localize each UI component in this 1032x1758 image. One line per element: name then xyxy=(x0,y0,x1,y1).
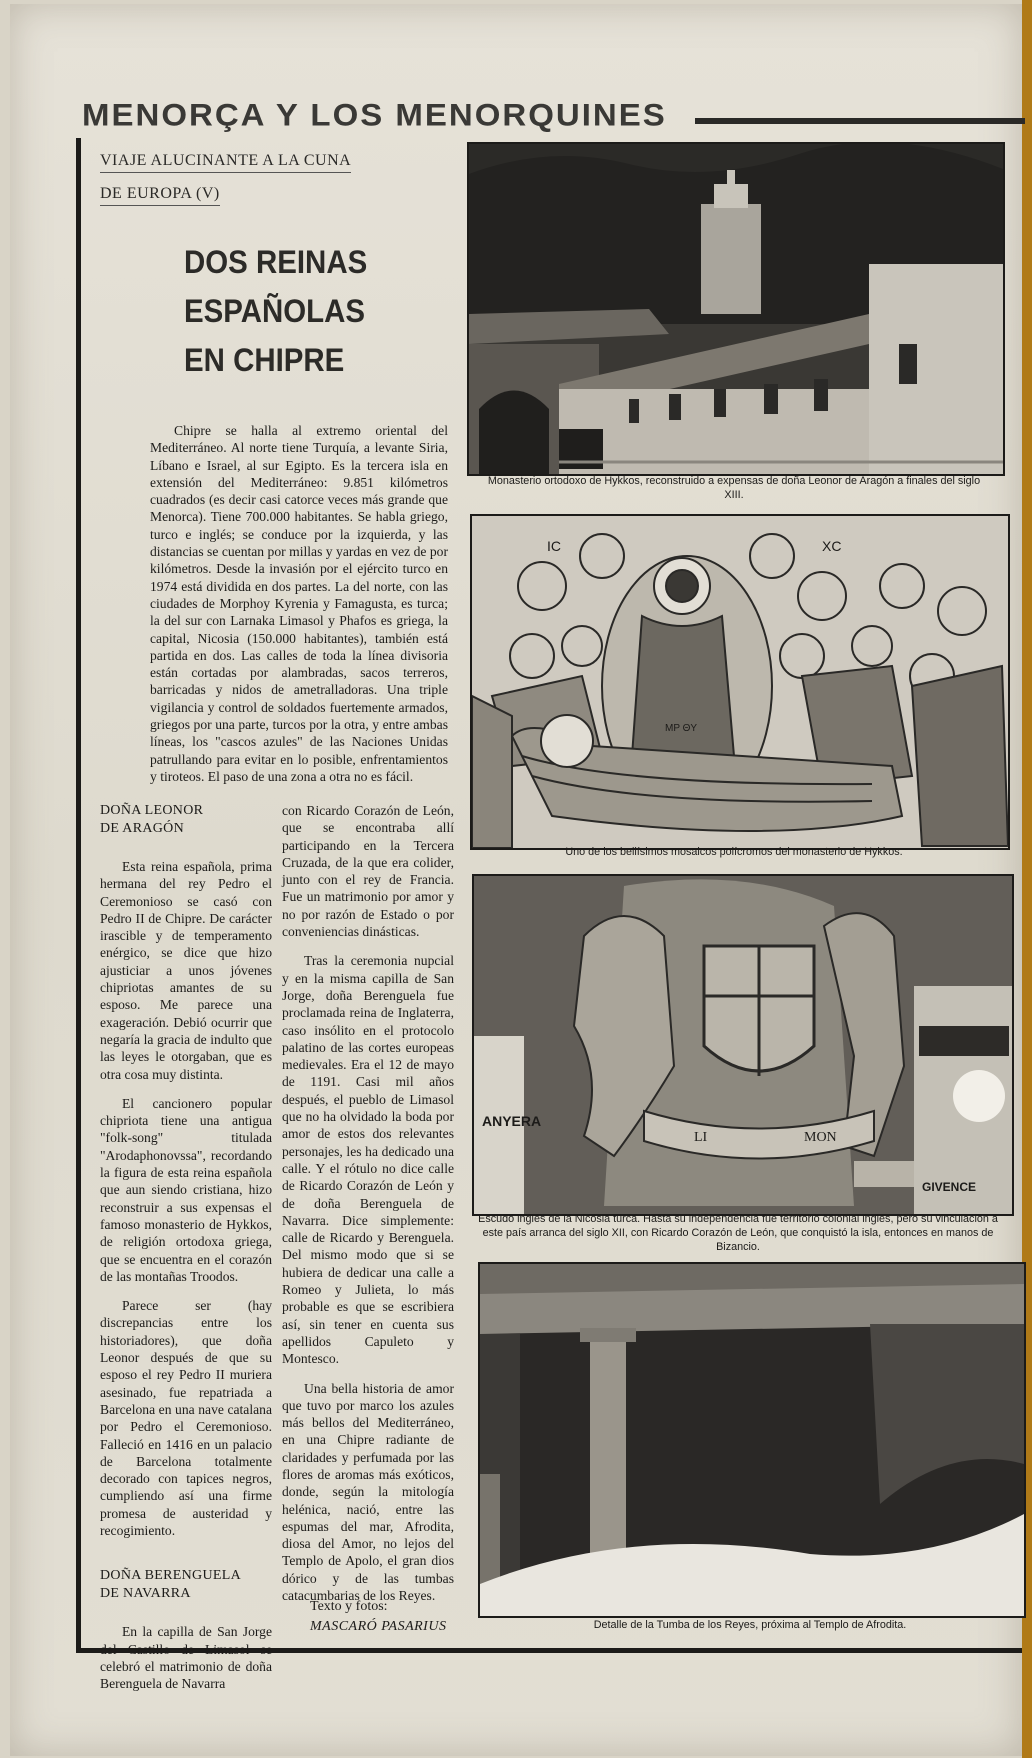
mosaic-photo xyxy=(470,514,1010,850)
mosaic-illustration xyxy=(472,516,1008,848)
monastery-photo xyxy=(467,142,1005,476)
crest-photo xyxy=(472,874,1014,1216)
col1-paragraph-3: Parece ser (hay discrepancias entre los historiadores), que doña Leonor después de que su esposo el rey Pedro II muriera asesinado, fue repatriada a Barcelona en una nave catalana por Pedro el Ceremonioso. Falleció en 1416 en un palacio de Barcelona totalmente decorado con tapices negros, cumpliendo así una firme promesa de austeridad y recogimiento. xyxy=(100,1298,272,1538)
credit-label: Texto y fotos: xyxy=(310,1599,388,1614)
subhead-berenguela-line-1: DOÑA BERENGUELA xyxy=(100,1568,241,1584)
mosaic-ic: IC xyxy=(547,538,561,554)
crest-illustration xyxy=(474,876,1012,1214)
subhead-berenguela xyxy=(100,1567,272,1603)
credit-author: MASCARÓ PASARIUS xyxy=(310,1619,447,1634)
section-title: MENORÇA Y LOS MENORQUINES xyxy=(82,96,667,133)
text-column-2 xyxy=(282,802,454,1604)
crest-poster-right: GIVENCE xyxy=(922,1180,977,1194)
monastery-illustration xyxy=(469,144,1003,474)
mosaic-mr: MP ΘY xyxy=(665,723,698,734)
tomb-illustration xyxy=(480,1264,1024,1616)
headline-line-3: EN CHIPRE xyxy=(184,342,345,378)
mosaic-caption: Uno de los bellísimos mosaicos polícromos del monasterio de Hykkos. xyxy=(565,846,903,858)
headline-line-2: ESPAÑOLAS xyxy=(184,293,366,329)
col2-paragraph-1: con Ricardo Corazón de León, que se encontraba allí participando en la Tercera Cruzada, de la que era colider, junto con el rey de Francia. Fue un matrimonio por amor y no por razón de Estado o por conveniencias dinásticas. xyxy=(282,803,454,940)
col1-paragraph-4: En la capilla de San Jorge del Castillo de Limasol se celebró el matrimonio de doña Berenguela de Navarra xyxy=(100,1624,272,1692)
col1-paragraph-2: El cancionero popular chipriota tiene una antigua "folk-song" titulada "Arodaphonovssa", recordando la figura de esta reina española que aun siendo cristiana, hizo reconstruir a sus expensas el famoso monasterio de Hykkos, de religión ortodoxa griega, que se encuentra en el corazón de las montañas Troodos. xyxy=(100,1095,272,1284)
credit xyxy=(310,1597,446,1637)
text-column-1 xyxy=(100,802,272,1692)
monastery-caption: Monasterio ortodoxo de Hykkos, reconstruido a expensas de doña Leonor de Aragón a finales del siglo XIII. xyxy=(487,475,981,501)
kicker-line-1: VIAJE ALUCINANTE A LA CUNA xyxy=(100,152,351,173)
crest-poster-left: ANYERA xyxy=(482,1113,542,1129)
frame-left-rule xyxy=(76,138,81,1653)
subhead-leonor xyxy=(100,802,272,838)
crest-scroll-left: LI xyxy=(694,1130,708,1145)
tomb-caption: Detalle de la Tumba de los Reyes, próxima al Templo de Afrodita. xyxy=(593,1619,907,1631)
subhead-leonor-line-2: DE ARAGÓN xyxy=(100,821,184,836)
intro-paragraph: Chipre se halla al extremo oriental del Mediterráneo. Al norte tiene Turquía, a levante Siria, Líbano e Israel, al sur Egipto. Es la tercera isla en extensión del Mediterráneo: 9.851 kilómetros cuadrados (es decir casi catorce veces más grande que Menorca). Tiene 700.000 habitantes. Se habla griego, turco e inglés; se conduce por la izquierda, y las distancias se cuentan por millas y yardas en vez de por kilómetros. Desde la invasión por el ejército turco en 1974 está dividida en dos partes. La del norte, con las ciudades de Morphoy Kyrenia y Famagusta, es turca; la del sur con Larnaka Limasol y Phafos es griega, la capital, Nicosia (150.000 habitantes), también está partida en dos. Las calles de toda la línea divisoria están cortadas por alambradas, sacos terreros, barricadas y nidos de ametralladoras. Una triple vigilancia y control de soldados fuertemente armados, griegos por una parte, turcos por la otra, y entre ambas líneas, los "cascos azules" de las Naciones Unidas patrullando para evitar en lo posible, enfrentamientos y tiroteos. El paso de una zona a otra no es fácil. xyxy=(150,423,448,784)
col2-paragraph-3: Una bella historia de amor que tuvo por marco los azules más bellos del Mediterráneo, en una Chipre radiante de claridades y perfumada por las flores de aromas más exóticos, donde, según la mitología helénica, nació, entre las espumas del mar, Afrodita, diosa del Amor, no lejos del Templo de Apolo, el gran dios dórico y de las tumbas catacumbarias de los Reyes. xyxy=(282,1380,454,1604)
subhead-berenguela-line-2: DE NAVARRA xyxy=(100,1586,191,1602)
subhead-leonor-line-1: DOÑA LEONOR xyxy=(100,803,204,818)
crest-caption: Escudo inglés de la Nicosia turca. Hasta su independencia fue territorio colonial inglés, pero su vinculación a este país arranca del siglo XII, con Ricardo Corazón de León, que conquistó la isla, entonces en manos de Bizancio. xyxy=(478,1213,998,1253)
col1-paragraph-1: Esta reina española, prima hermana del rey Pedro el Ceremonioso se casó con Pedro II de Chipre. De carácter irascible y de temperamento enérgico, se dice que hizo ajusticiar a unos jóvenes chipriotas amantes de su esposo. Me parece una exageración. Debió ocurrir que negaría la gracia de indulto que las leyes le otorgaban, que es otra cosa muy distinta. xyxy=(100,859,272,1082)
mosaic-xc: XC xyxy=(822,538,842,554)
headline-line-1: DOS REINAS xyxy=(184,244,368,280)
headline xyxy=(184,238,405,385)
col2-paragraph-2: Tras la ceremonia nupcial y en la misma capilla de San Jorge, doña Berenguela fue proclamada reina de Inglaterra, caso insólito en el protocolo palatino de las cortes europeas medievales. Era el 12 de mayo de 1191. Casi mil años después, el pueblo de Limasol que no ha olvidado la boda por amor de estos dos relevantes personajes, les ha dedicado una calle. Y el rótulo no dice calle de Ricardo Corazón de León y de doña Berenguela de Navarra. Dice simplemente: calle de Ricardo y Berenguela. Del mismo modo que si se hubiera de dedicar una calle a Romeo y Julieta, lo más probable es que se escribiera así, sin tener en cuenta sus apellidos Capuleto y Montesco. xyxy=(282,953,454,1367)
tomb-photo xyxy=(478,1262,1026,1618)
crest-scroll-right: MON xyxy=(804,1130,837,1145)
kicker-line-2: DE EUROPA (V) xyxy=(100,185,220,206)
masthead-rule xyxy=(695,118,1025,124)
